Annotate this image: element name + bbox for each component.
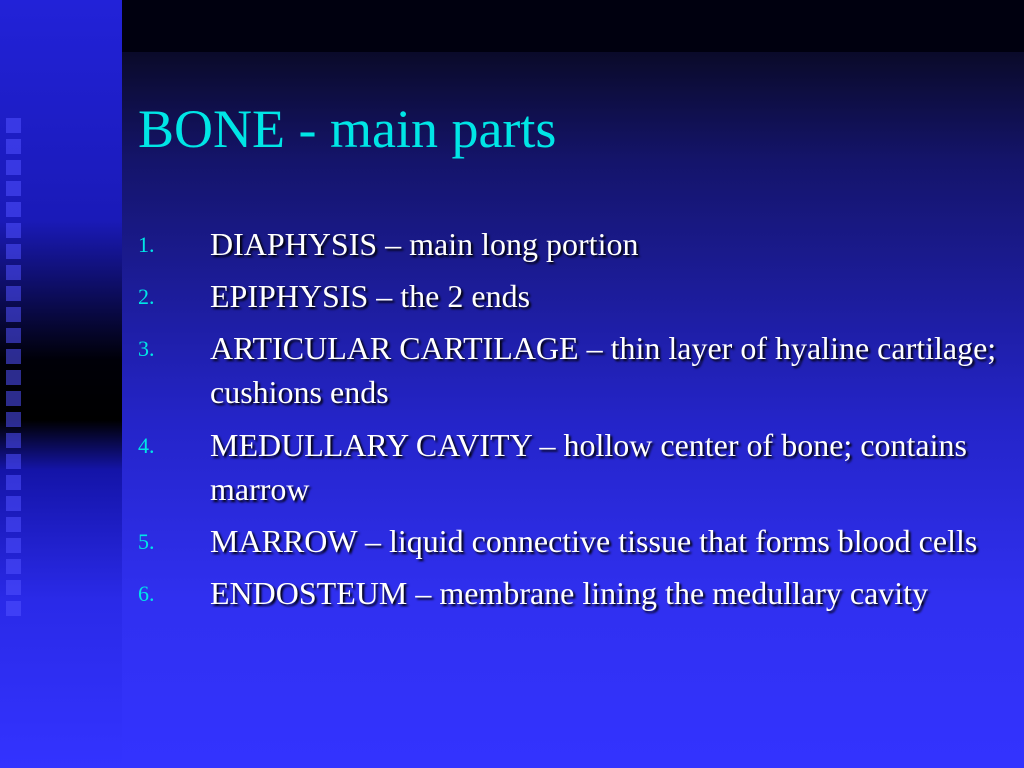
item-text: MEDULLARY CAVITY – hollow center of bone; contains marrow	[210, 426, 967, 507]
top-band	[0, 0, 1024, 52]
list-item	[138, 423, 998, 511]
item-text: MARROW – liquid connective tissue that forms blood cells	[210, 522, 978, 559]
list-item	[138, 274, 998, 318]
list-item	[138, 222, 998, 266]
item-text: ENDOSTEUM – membrane lining the medullary cavity	[210, 575, 929, 612]
item-text: ARTICULAR CARTILAGE – thin layer of hyaline cartilage; cushions ends	[210, 330, 997, 411]
list-item	[138, 519, 998, 563]
item-number: 3.	[138, 336, 155, 362]
item-number: 5.	[138, 528, 155, 554]
left-decorative-strip	[0, 0, 122, 768]
item-text: EPIPHYSIS – the 2 ends	[210, 278, 531, 315]
decorative-squares	[6, 118, 30, 678]
slide-title: BONE - main parts	[138, 99, 557, 159]
parts-list	[138, 222, 998, 623]
item-number: 2.	[138, 284, 155, 310]
item-number: 6.	[138, 581, 155, 607]
item-number: 1.	[138, 232, 155, 257]
list-item	[138, 326, 998, 414]
item-text: DIAPHYSIS – main long portion	[210, 226, 639, 262]
item-number: 4.	[138, 432, 155, 458]
list-item	[138, 571, 998, 615]
